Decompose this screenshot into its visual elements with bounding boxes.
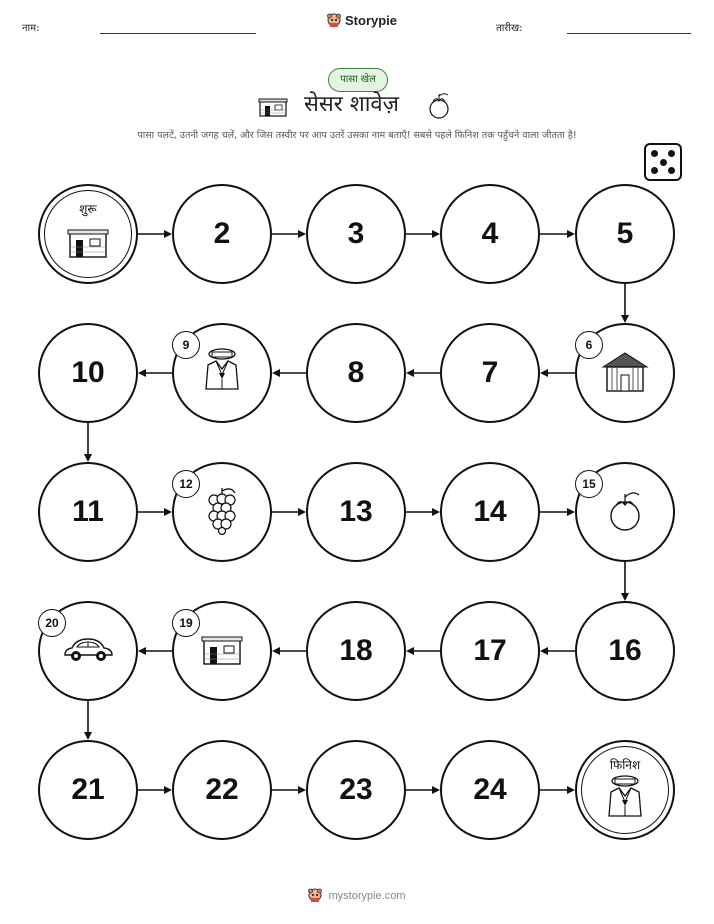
board-cell-15	[575, 462, 675, 562]
cell-number: 18	[339, 634, 373, 667]
start-label: शुरू	[79, 202, 97, 216]
brick-house-icon	[200, 632, 244, 670]
board-cell-7	[440, 323, 540, 423]
board-cell-3	[306, 184, 406, 284]
path-arrow	[406, 508, 440, 516]
board-cell-16	[575, 601, 675, 701]
sailor-uniform-icon	[200, 347, 244, 399]
path-arrow	[84, 701, 92, 740]
path-arrow	[138, 369, 172, 377]
path-arrow	[138, 647, 172, 655]
board-cell-4	[440, 184, 540, 284]
board-cell-8	[306, 323, 406, 423]
path-arrow	[540, 508, 575, 516]
board-cell-2	[172, 184, 272, 284]
path-arrow	[540, 786, 575, 794]
mascot-icon	[308, 888, 322, 903]
board-cell-21	[38, 740, 138, 840]
sailor-uniform-icon	[603, 774, 647, 826]
board-cell-22	[172, 740, 272, 840]
path-arrow	[621, 284, 629, 323]
board-cell-11	[38, 462, 138, 562]
path-arrow	[540, 369, 575, 377]
cell-number-badge: 12	[172, 470, 200, 498]
board-cell-18	[306, 601, 406, 701]
path-arrow	[406, 647, 440, 655]
wooden-house-icon	[600, 349, 650, 397]
board-cell-12	[172, 462, 272, 562]
cell-number-badge: 20	[38, 609, 66, 637]
cell-number-badge: 9	[172, 331, 200, 359]
finish-cell	[575, 740, 675, 840]
path-arrow	[272, 647, 306, 655]
board-cell-6	[575, 323, 675, 423]
brand-name: Storypie	[345, 13, 398, 28]
cell-number: 4	[481, 217, 499, 250]
name-label: नाम:	[22, 23, 40, 34]
cell-number: 2	[213, 217, 231, 250]
board-cell-23	[306, 740, 406, 840]
game-title: सेसर शावेज़	[304, 92, 399, 117]
start-cell	[38, 184, 138, 284]
cell-number: 7	[481, 356, 499, 389]
footer	[0, 888, 714, 903]
board-cell-24	[440, 740, 540, 840]
cell-number-badge: 15	[575, 470, 603, 498]
footer-site: mystorypie.com	[328, 889, 406, 902]
instructions: पासा पलटें, उतनी जगह चलें, और जिस तस्वीर पर आप उतरें उसका नाम बताएँ! सबसे पहले फिनिश तक पहुँचने वाला जीतता है!	[137, 130, 577, 141]
board-cell-17	[440, 601, 540, 701]
path-arrow	[621, 562, 629, 601]
board-cell-19	[172, 601, 272, 701]
grapes-icon	[205, 485, 239, 539]
cell-number: 5	[616, 217, 634, 250]
path-arrow	[138, 786, 172, 794]
path-arrow	[272, 230, 306, 238]
game-type-tag: पासा खेल	[328, 68, 388, 92]
cell-number: 3	[347, 217, 365, 250]
board-cell-13	[306, 462, 406, 562]
tomato-icon	[605, 488, 645, 536]
car-icon	[62, 635, 114, 667]
board-cell-14	[440, 462, 540, 562]
path-arrow	[272, 508, 306, 516]
cell-number: 17	[473, 634, 507, 667]
path-arrow	[272, 786, 306, 794]
cell-number: 23	[339, 773, 373, 806]
path-arrow	[406, 369, 440, 377]
finish-label: फिनिश	[609, 758, 641, 772]
cell-number: 11	[72, 495, 104, 528]
board-cell-10	[38, 323, 138, 423]
board-cell-5	[575, 184, 675, 284]
path-arrow	[406, 230, 440, 238]
cell-number: 10	[71, 356, 105, 389]
house-icon	[66, 225, 110, 263]
cell-number-badge: 19	[172, 609, 200, 637]
path-arrow	[540, 230, 575, 238]
path-arrow	[406, 786, 440, 794]
cell-number: 24	[473, 773, 507, 806]
path-arrow	[138, 508, 172, 516]
board-cell-20	[38, 601, 138, 701]
cell-number-badge: 6	[575, 331, 603, 359]
cell-number: 22	[205, 773, 239, 806]
cell-number: 14	[473, 495, 507, 528]
cell-number: 13	[339, 495, 373, 528]
path-arrow	[84, 423, 92, 462]
cell-number: 21	[71, 773, 105, 806]
path-arrow	[272, 369, 306, 377]
path-arrow	[138, 230, 172, 238]
cell-number: 16	[608, 634, 642, 667]
path-arrow	[540, 647, 575, 655]
cell-number: 8	[347, 356, 365, 389]
board-cell-9	[172, 323, 272, 423]
date-label: तारीख:	[496, 23, 523, 34]
